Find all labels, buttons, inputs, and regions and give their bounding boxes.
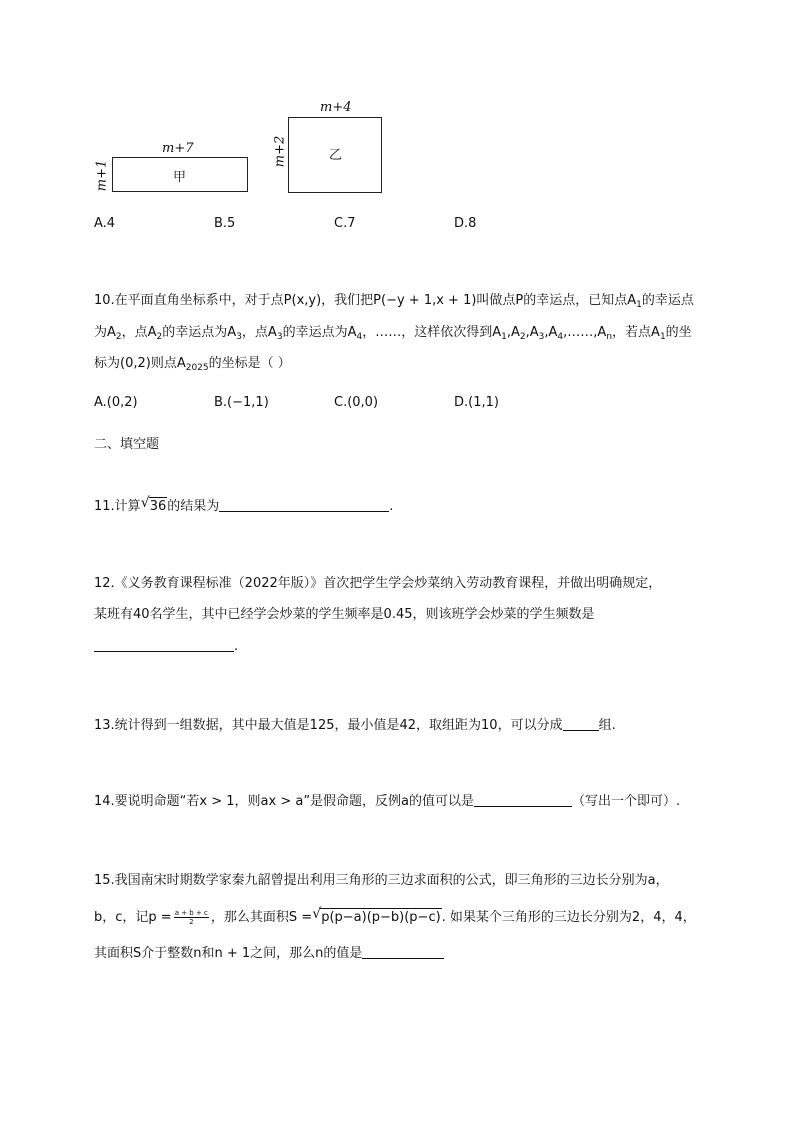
q9-option-b: B.5 (214, 216, 236, 231)
fraction-p: $\frac{a + b + c}{2}$ (174, 909, 208, 926)
q10-line-1: 10.在平面直角坐标系中，对于点P(x,y)，我们把P(−y + 1,x + 1)叫做点P的幸运点，已知点$A_1$的幸运点 (94, 293, 694, 310)
yi-side-dimension: m+2 (272, 135, 288, 168)
q12-line-3: . (94, 638, 238, 656)
q10-line-2: 为$A_2$，点$A_2$的幸运点为$A_3$，点$A_3$的幸运点为$A_4$，……，这样依次得到$A_1,A_2,A_3,A_4,\dots\dots,A_n$，若点$A_1$的坐 (94, 325, 692, 342)
yi-top-dimension: m+4 (320, 100, 352, 115)
jia-side-dimension: m+1 (94, 159, 110, 192)
q10-option-d: D.(1,1) (454, 395, 499, 410)
q15-line-1: 15.我国南宋时期数学家秦九韶曾提出利用三角形的三边求面积的公式，即三角形的三边长分别为a， (94, 873, 669, 888)
q11: 11.计算 √ 36的结果为 . (94, 495, 394, 514)
q12-line-2: 某班有40名学生，其中已经学会炒菜的学生频率是0.45，则该班学会炒菜的学生频数是 (94, 607, 595, 622)
q11-answer-blank[interactable] (219, 498, 389, 512)
q15-line-3: 其面积S介于整数n和n + 1之间，那么n的值是 (94, 945, 444, 963)
q9-option-a: A.4 (94, 216, 116, 231)
sqrt-expression: √ 36 (140, 495, 167, 514)
q15-line-2: b，c，记p = $\frac{a + b + c}{2}$ ，那么其面积S = √ p(p−a)(p−b)(p−c). 如果某个三角形的三边长分别为2，4，4， (94, 906, 696, 926)
sqrt-heron: √ p(p−a)(p−b)(p−c) (312, 906, 441, 925)
q13-answer-blank[interactable] (563, 717, 599, 731)
q13: 13.统计得到一组数据，其中最大值是125，最小值是42，取组距为10，可以分成 组. (94, 718, 616, 733)
rectangle-yi (288, 117, 382, 193)
q10-line-3: 标为(0,2)则点$A_{2025}$的坐标是（ ） (94, 356, 291, 373)
q9-option-c: C.7 (334, 216, 356, 231)
rectangle-jia-label: 甲 (173, 170, 187, 185)
q10-option-c: C.(0,0) (334, 395, 379, 410)
jia-top-dimension: m+7 (162, 141, 194, 156)
q12-answer-blank[interactable] (94, 638, 234, 652)
q12-line-1: 12.《义务教育课程标准（2022年版）》首次把学生学会炒菜纳入劳动教育课程，并做出明确规定， (94, 576, 662, 591)
rectangle-jia (112, 157, 248, 192)
q14-answer-blank[interactable] (474, 793, 572, 807)
q15-answer-blank[interactable] (362, 945, 444, 959)
rectangle-yi-label: 乙 (329, 148, 343, 163)
q9-option-d: D.8 (454, 216, 477, 231)
section-title-fill-in: 二、填空题 (94, 437, 160, 452)
q14: 14.要说明命题“若x > 1，则ax > a”是假命题，反例a的值可以是 （写出一个即可）. (94, 794, 681, 809)
q10-option-b: B.(−1,1) (214, 395, 269, 410)
q10-option-a: A.(0,2) (94, 395, 138, 410)
